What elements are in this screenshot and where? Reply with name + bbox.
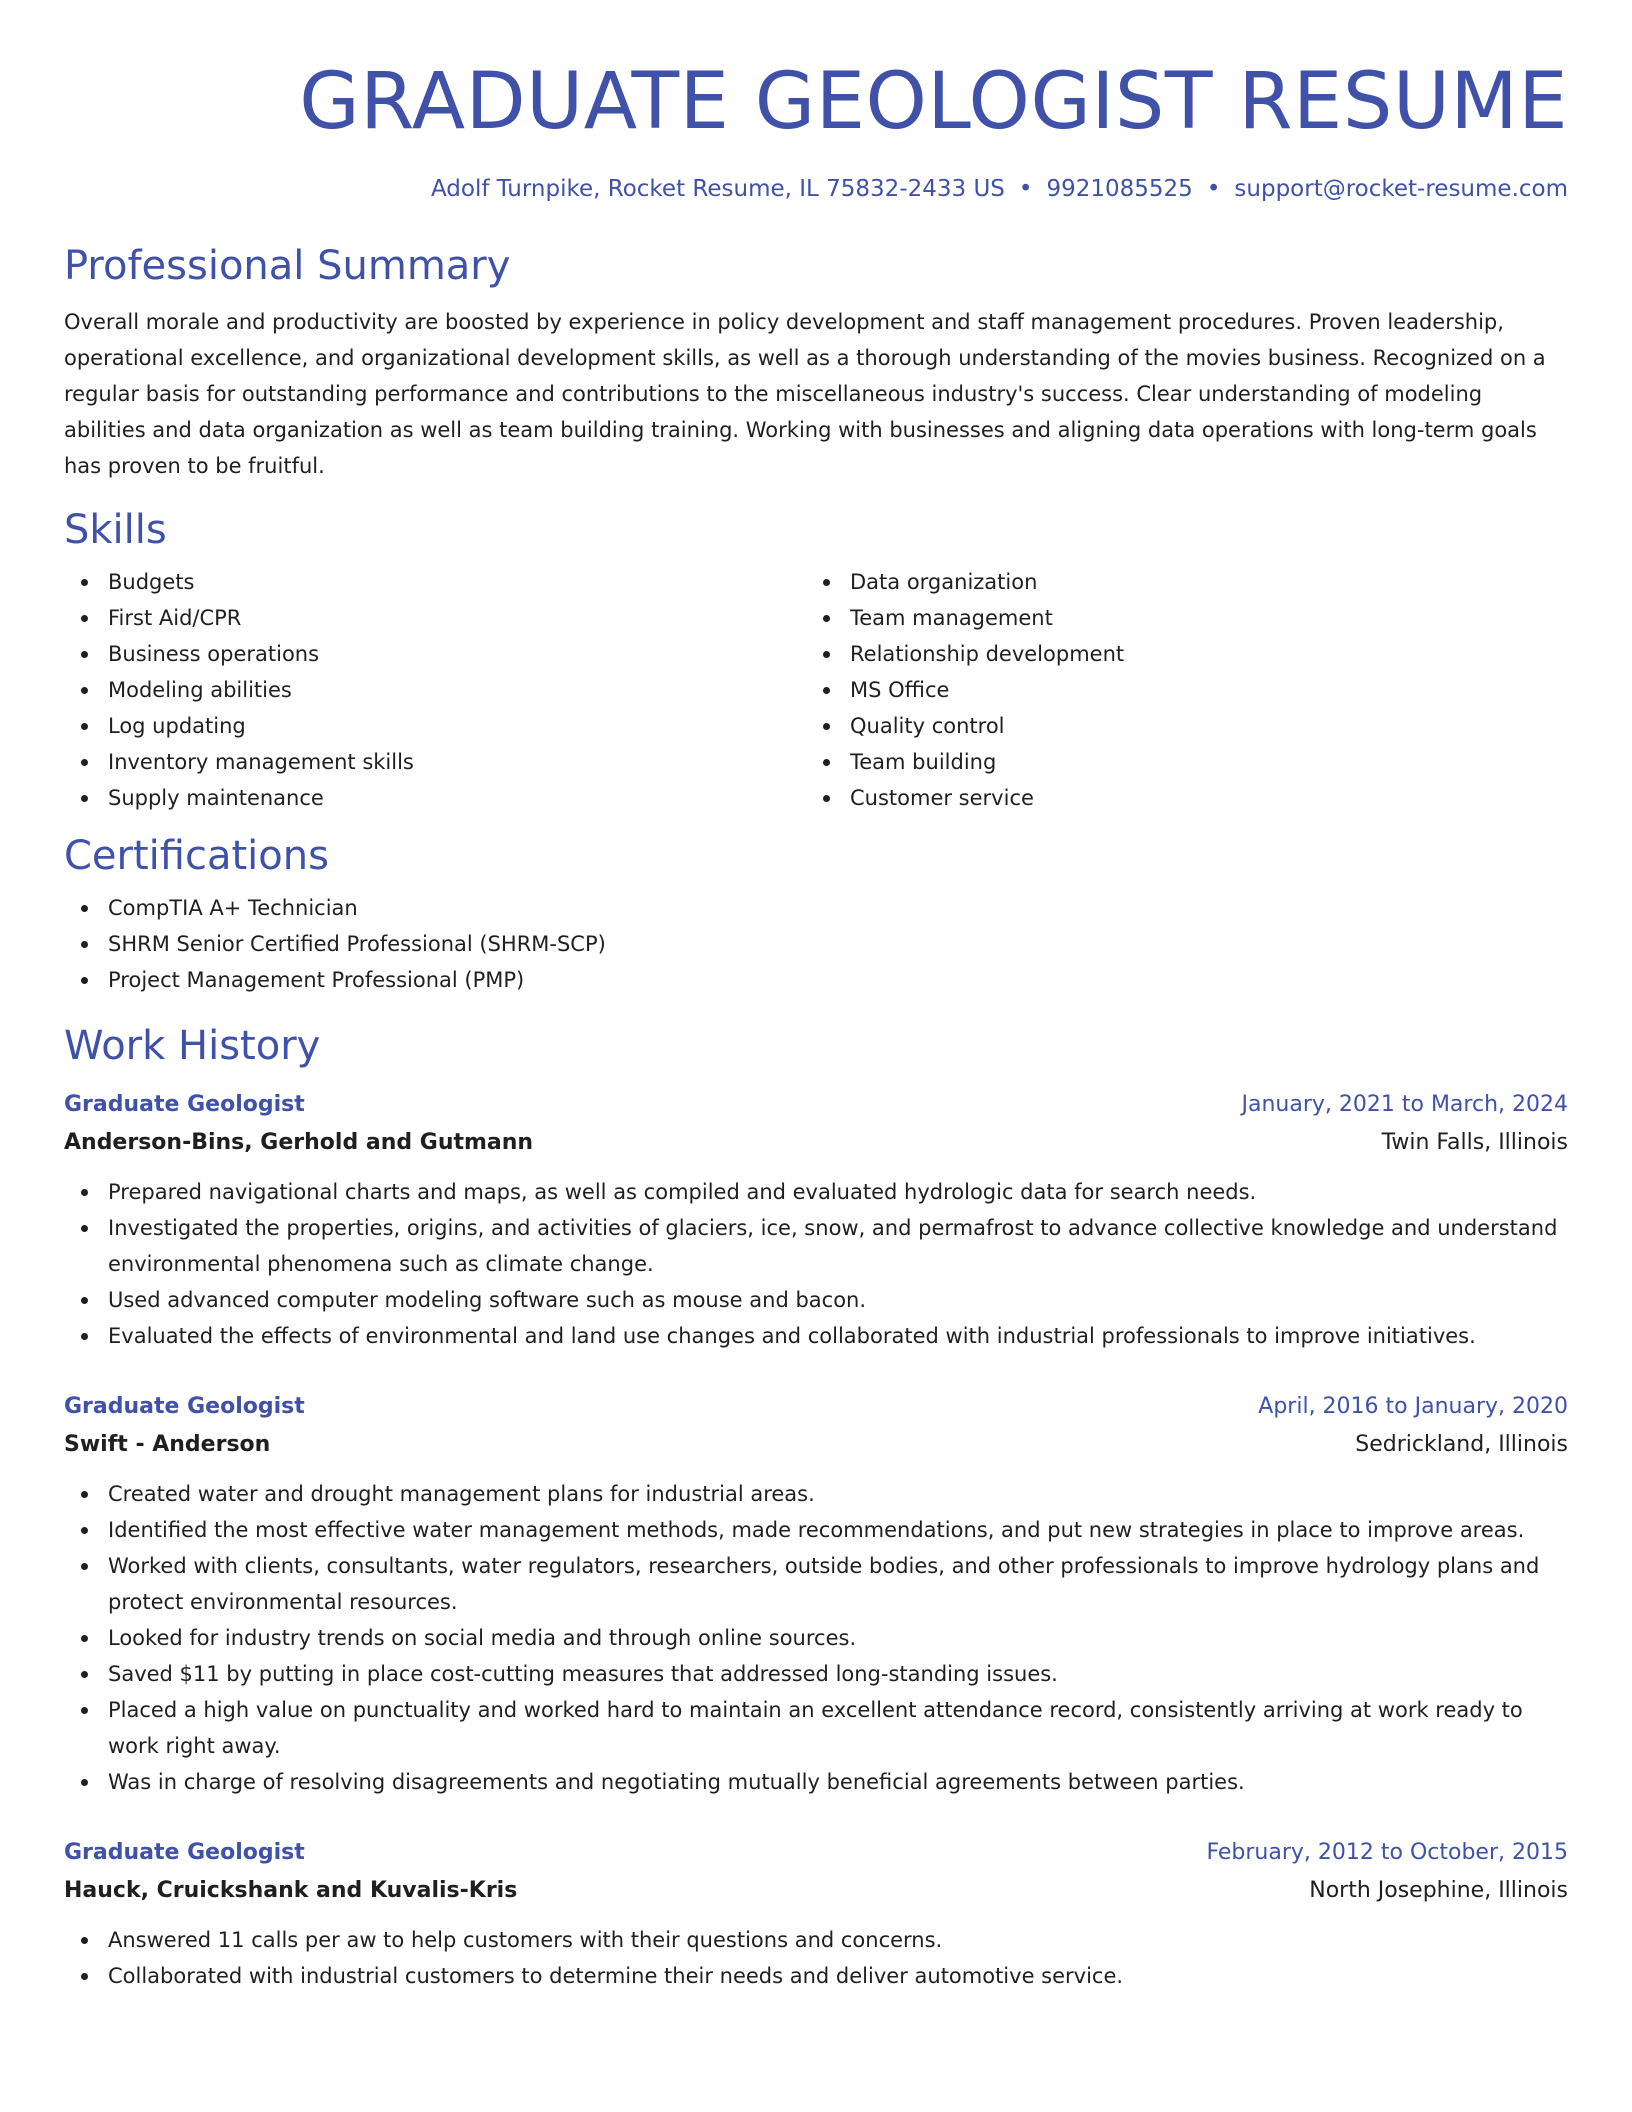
duty-item: Prepared navigational charts and maps, as well as compiled and evaluated hydrologic data for search needs. xyxy=(108,1174,1568,1210)
job-header-row xyxy=(64,1388,1568,1426)
job-location: North Josephine, Illinois xyxy=(1309,1878,1568,1903)
job-header-row xyxy=(64,1086,1568,1124)
job-entry xyxy=(64,1834,1568,1994)
duty-item: Was in charge of resolving disagreements and negotiating mutually beneficial agreements between parties. xyxy=(108,1764,1568,1800)
job-role: Graduate Geologist xyxy=(64,1092,305,1117)
duty-item: Used advanced computer modeling software such as mouse and bacon. xyxy=(108,1282,1568,1318)
job-role: Graduate Geologist xyxy=(64,1840,305,1865)
duty-item: Identified the most effective water management methods, made recommendations, and put new strategies in place to improve areas. xyxy=(108,1512,1568,1548)
job-company-row xyxy=(64,1872,1568,1910)
job-duties xyxy=(64,1174,1568,1354)
job-company-row xyxy=(64,1124,1568,1162)
skills-list-right xyxy=(806,564,1548,816)
job-dates: January, 2021 to March, 2024 xyxy=(1241,1092,1568,1117)
skill-item: Team building xyxy=(850,744,1548,780)
job-header-row xyxy=(64,1834,1568,1872)
skill-item: Customer service xyxy=(850,780,1548,816)
summary-heading: Professional Summary xyxy=(64,243,511,289)
skill-item: MS Office xyxy=(850,672,1548,708)
duty-item: Collaborated with industrial customers to determine their needs and deliver automotive service. xyxy=(108,1958,1568,1994)
contact-phone: 9921085525 xyxy=(1046,176,1193,202)
certification-item: CompTIA A+ Technician xyxy=(108,890,1568,926)
job-company: Anderson-Bins, Gerhold and Gutmann xyxy=(64,1130,534,1155)
job-entry xyxy=(64,1388,1568,1800)
summary-text: Overall morale and productivity are boosted by experience in policy development and staff management procedures. Proven leadership, operational excellence, and organizational development skills, as well as a thorough understanding of the movies business. Recognized on a regular basis for outstanding performance and contributions to the miscellaneous industry's success. Clear understanding of modeling abilities and data organization as well as team building training. Working with businesses and aligning data operations with long-term goals has proven to be fruitful. xyxy=(64,310,1546,478)
duty-item: Answered 11 calls per aw to help customers with their questions and concerns. xyxy=(108,1922,1568,1958)
job-company: Swift - Anderson xyxy=(64,1432,271,1457)
duty-item: Investigated the properties, origins, and activities of glaciers, ice, snow, and permafrost to advance collective knowledge and understand environmental phenomena such as climate change. xyxy=(108,1210,1568,1282)
skill-item: First Aid/CPR xyxy=(108,600,806,636)
duty-item: Created water and drought management plans for industrial areas. xyxy=(108,1476,1568,1512)
contact-email: support@rocket-resume.com xyxy=(1234,176,1568,202)
skill-item: Quality control xyxy=(850,708,1548,744)
duty-item: Placed a high value on punctuality and worked hard to maintain an excellent attendance record, consistently arriving at work ready to work right away. xyxy=(108,1692,1568,1764)
contact-address: Adolf Turnpike, Rocket Resume, IL 75832-2433 US xyxy=(430,176,1005,202)
summary-section xyxy=(64,240,1568,484)
skill-item: Relationship development xyxy=(850,636,1548,672)
certifications-section xyxy=(64,830,1568,998)
skill-item: Team management xyxy=(850,600,1548,636)
job-company-row xyxy=(64,1426,1568,1464)
duty-item: Looked for industry trends on social media and through online sources. xyxy=(108,1620,1568,1656)
certification-item: Project Management Professional (PMP) xyxy=(108,962,1568,998)
skills-heading: Skills xyxy=(64,507,167,553)
job-duties xyxy=(64,1476,1568,1800)
skill-item: Data organization xyxy=(850,564,1548,600)
job-entry xyxy=(64,1086,1568,1354)
job-role: Graduate Geologist xyxy=(64,1394,305,1419)
contact-separator: • xyxy=(1206,176,1221,202)
skill-item: Modeling abilities xyxy=(108,672,806,708)
skill-item: Business operations xyxy=(108,636,806,672)
skill-item: Budgets xyxy=(108,564,806,600)
skill-item: Log updating xyxy=(108,708,806,744)
work-history-heading: Work History xyxy=(64,1023,321,1069)
certification-item: SHRM Senior Certified Professional (SHRM-SCP) xyxy=(108,926,1568,962)
job-duties xyxy=(64,1922,1568,1994)
skills-columns xyxy=(64,564,1568,816)
job-company: Hauck, Cruickshank and Kuvalis-Kris xyxy=(64,1878,518,1903)
certifications-heading: Certifications xyxy=(64,833,329,879)
resume-title: GRADUATE GEOLOGIST RESUME xyxy=(299,57,1568,147)
contact-line xyxy=(64,174,1568,204)
duty-item: Saved $11 by putting in place cost-cutting measures that addressed long-standing issues. xyxy=(108,1656,1568,1692)
duty-item: Worked with clients, consultants, water regulators, researchers, outside bodies, and other professionals to improve hydrology plans and protect environmental resources. xyxy=(108,1548,1568,1620)
skills-list-left xyxy=(64,564,806,816)
job-dates: April, 2016 to January, 2020 xyxy=(1258,1394,1568,1419)
work-history-section xyxy=(64,1020,1568,1994)
job-location: Twin Falls, Illinois xyxy=(1381,1130,1568,1155)
skills-section xyxy=(64,504,1568,816)
certifications-list xyxy=(64,890,1568,998)
skill-item: Inventory management skills xyxy=(108,744,806,780)
contact-separator: • xyxy=(1018,176,1033,202)
job-location: Sedrickland, Illinois xyxy=(1355,1432,1568,1457)
duty-item: Evaluated the effects of environmental and land use changes and collaborated with industrial professionals to improve initiatives. xyxy=(108,1318,1568,1354)
skill-item: Supply maintenance xyxy=(108,780,806,816)
job-dates: February, 2012 to October, 2015 xyxy=(1206,1840,1568,1865)
